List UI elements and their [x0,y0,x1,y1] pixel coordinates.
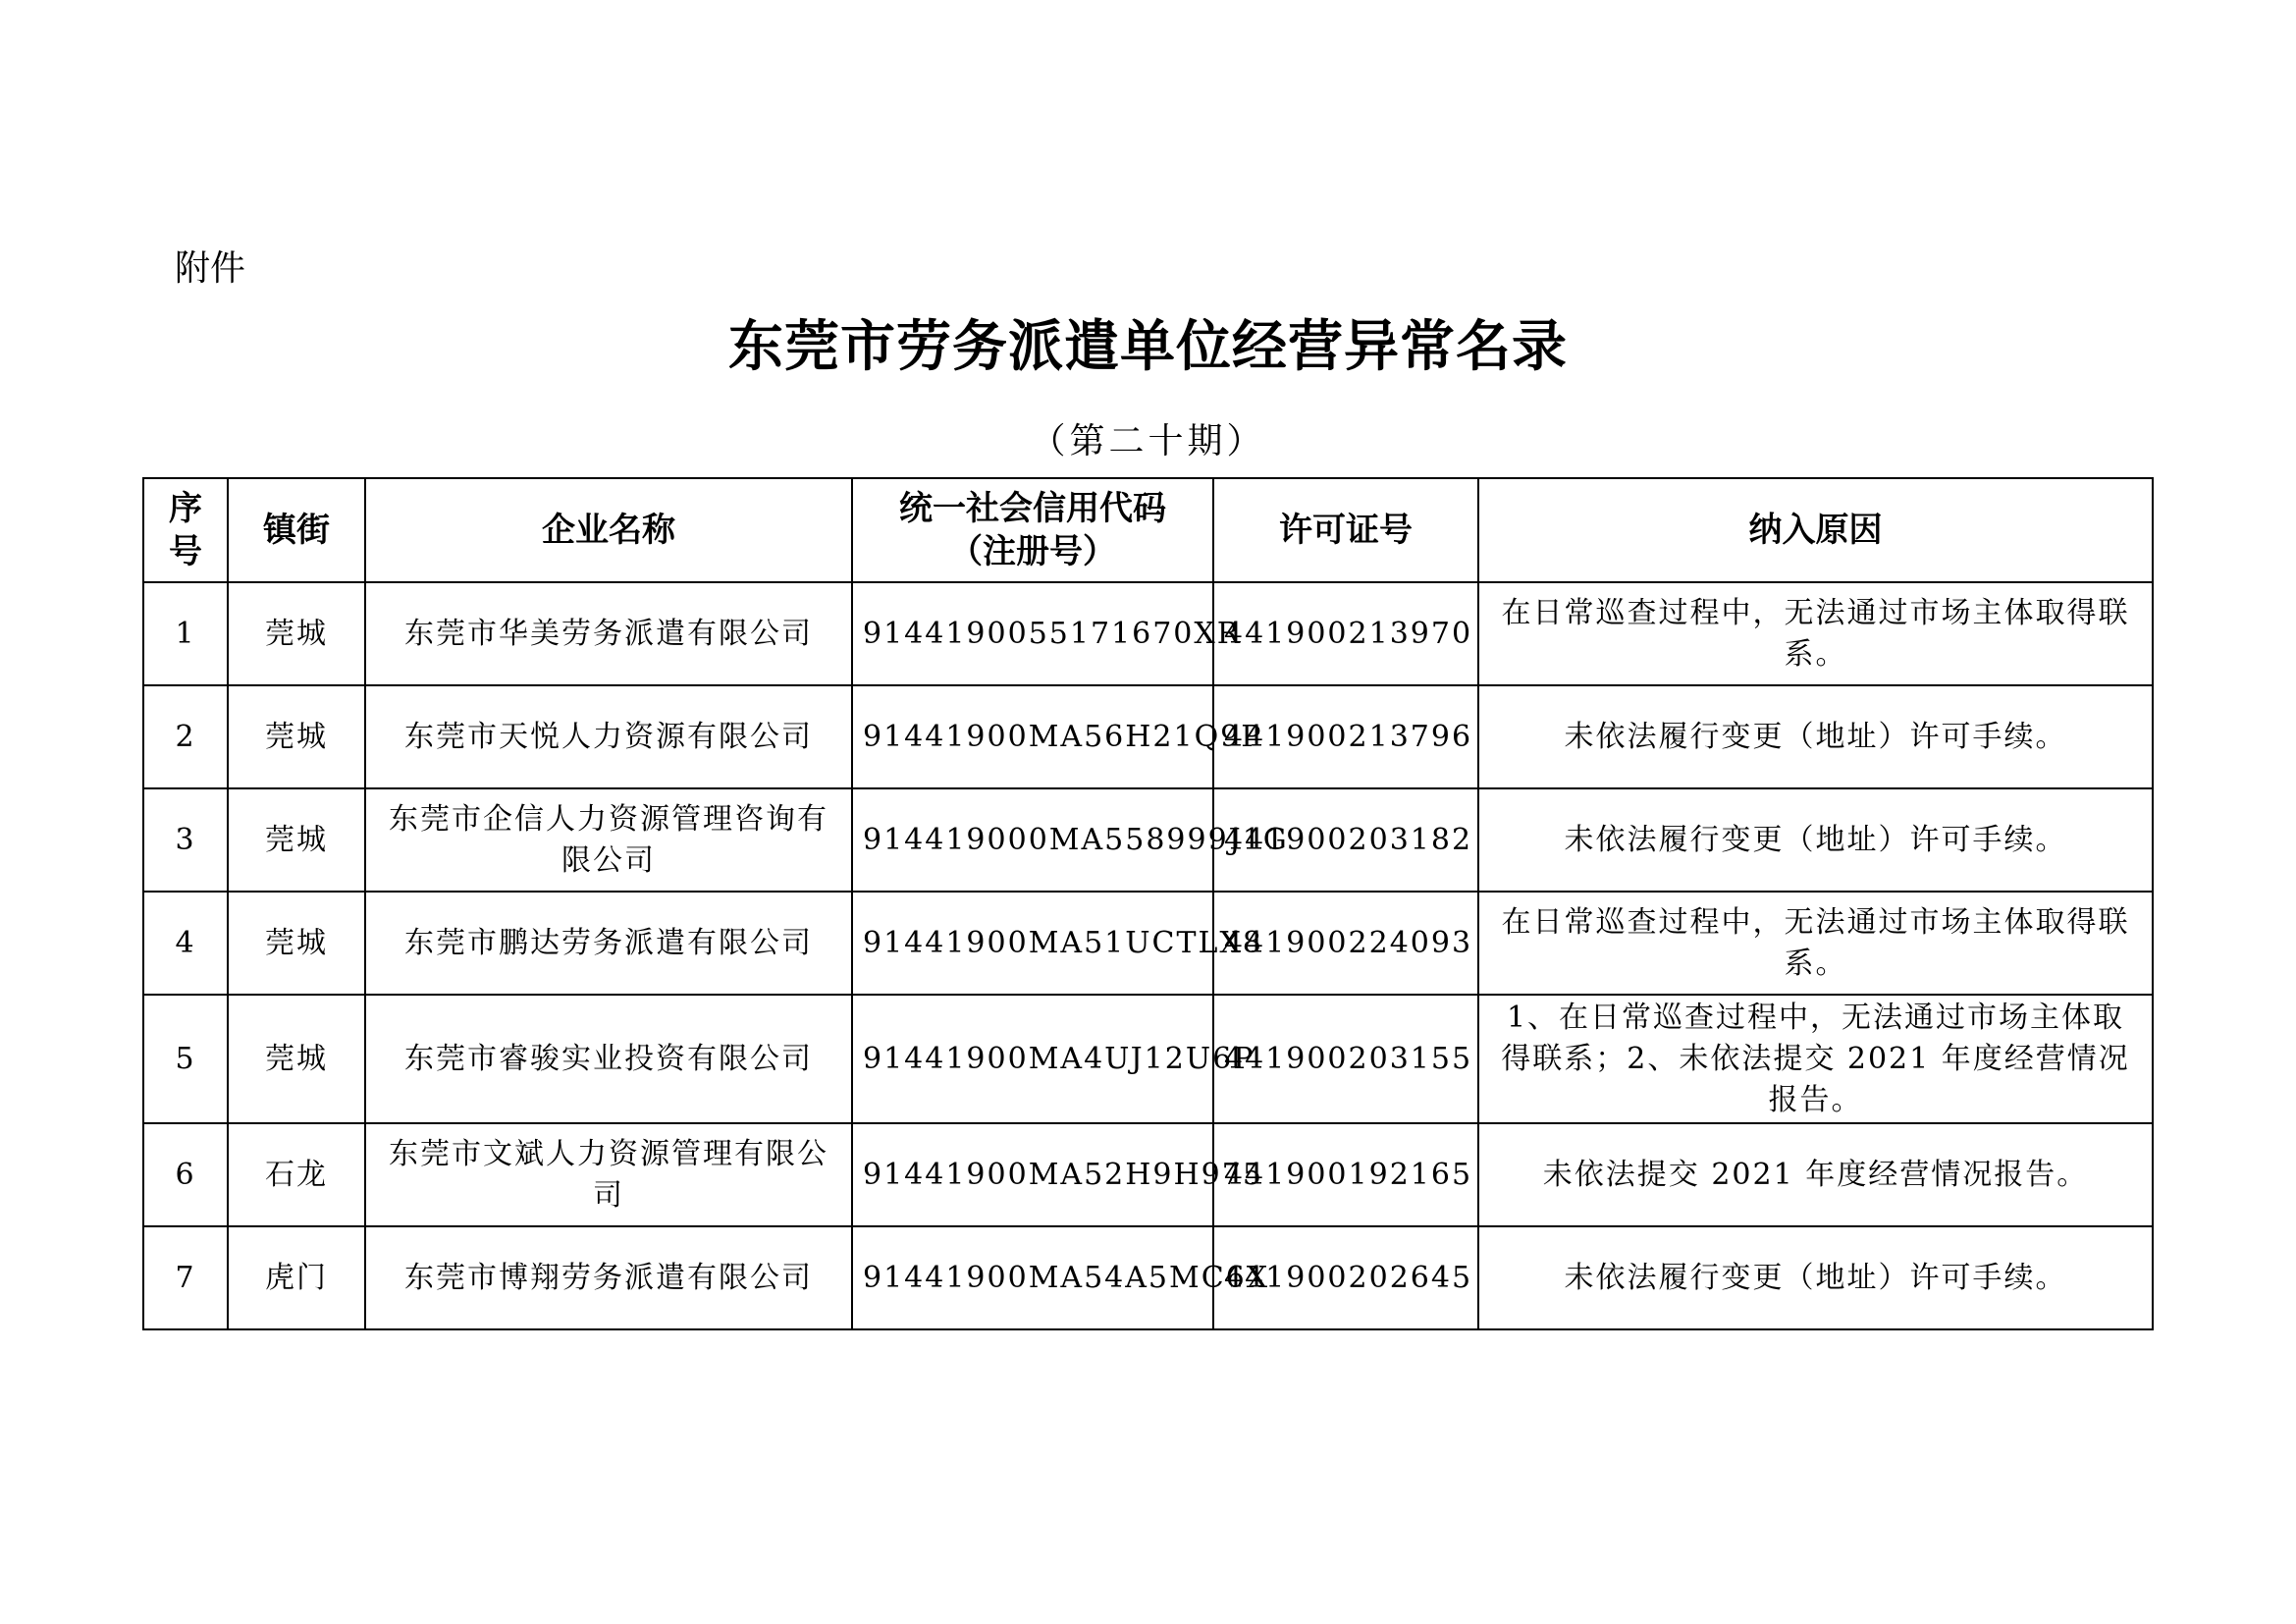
table-row [143,788,2153,892]
cell-town: 石龙 [228,1123,365,1226]
cell-company: 东莞市华美劳务派遣有限公司 [365,582,852,685]
table-row [143,1123,2153,1226]
cell-company: 东莞市文斌人力资源管理有限公司 [365,1123,852,1226]
cell-license: 441900213796 [1213,685,1478,788]
cell-license: 441900203155 [1213,995,1478,1123]
table-row [143,995,2153,1123]
table-row [143,892,2153,995]
cell-seq: 2 [143,685,228,788]
cell-town: 莞城 [228,582,365,685]
cell-seq: 7 [143,1226,228,1329]
cell-credit-code: 91441900MA52H9H975 [852,1123,1213,1226]
cell-credit-code: 91441900MA54A5MC6X [852,1226,1213,1329]
cell-license: 441900203182 [1213,788,1478,892]
table-row [143,1226,2153,1329]
cell-company: 东莞市睿骏实业投资有限公司 [365,995,852,1123]
header-company: 企业名称 [365,478,852,582]
abnormal-operation-table [142,477,2154,1330]
cell-reason: 未依法履行变更（地址）许可手续。 [1478,685,2153,788]
attachment-label: 附件 [175,248,246,289]
cell-company: 东莞市企信人力资源管理咨询有限公司 [365,788,852,892]
cell-company: 东莞市博翔劳务派遣有限公司 [365,1226,852,1329]
issue-number: （第二十期） [1030,421,1266,461]
cell-seq: 4 [143,892,228,995]
cell-credit-code: 91441900MA4UJ12U6P [852,995,1213,1123]
table-row [143,685,2153,788]
header-credit-code [852,478,1213,582]
cell-town: 莞城 [228,788,365,892]
header-reason: 纳入原因 [1478,478,2153,582]
cell-seq: 5 [143,995,228,1123]
cell-credit-code: 9144190055171670XR [852,582,1213,685]
cell-license: 441900213970 [1213,582,1478,685]
header-town: 镇街 [228,478,365,582]
cell-credit-code: 91441900MA56H21Q9P [852,685,1213,788]
cell-town: 莞城 [228,685,365,788]
cell-reason: 未依法履行变更（地址）许可手续。 [1478,1226,2153,1329]
cell-seq: 6 [143,1123,228,1226]
cell-town: 莞城 [228,892,365,995]
cell-credit-code: 91441900MA51UCTLX8 [852,892,1213,995]
cell-reason: 未依法提交 2021 年度经营情况报告。 [1478,1123,2153,1226]
document-title: 东莞市劳务派遣单位经营异常名录 [728,314,1568,379]
header-seq-line2: 号 [169,532,202,571]
cell-license: 441900224093 [1213,892,1478,995]
header-credit-code-line1: 统一社会信用代码 [899,489,1166,528]
table-row [143,582,2153,685]
cell-company: 东莞市天悦人力资源有限公司 [365,685,852,788]
header-seq [143,478,228,582]
cell-seq: 3 [143,788,228,892]
header-license: 许可证号 [1213,478,1478,582]
cell-reason: 1、在日常巡查过程中，无法通过市场主体取得联系；2、未依法提交 2021 年度经营情况报告。 [1478,995,2153,1123]
cell-reason: 未依法履行变更（地址）许可手续。 [1478,788,2153,892]
cell-reason: 在日常巡查过程中，无法通过市场主体取得联系。 [1478,582,2153,685]
cell-credit-code: 914419000MA558999J1G [852,788,1213,892]
table-header-row [143,478,2153,582]
cell-license: 441900202645 [1213,1226,1478,1329]
header-credit-code-line2: （注册号） [949,532,1116,571]
cell-reason: 在日常巡查过程中，无法通过市场主体取得联系。 [1478,892,2153,995]
cell-company: 东莞市鹏达劳务派遣有限公司 [365,892,852,995]
cell-seq: 1 [143,582,228,685]
cell-town: 虎门 [228,1226,365,1329]
cell-town: 莞城 [228,995,365,1123]
header-seq-line1: 序 [169,489,202,528]
cell-license: 441900192165 [1213,1123,1478,1226]
